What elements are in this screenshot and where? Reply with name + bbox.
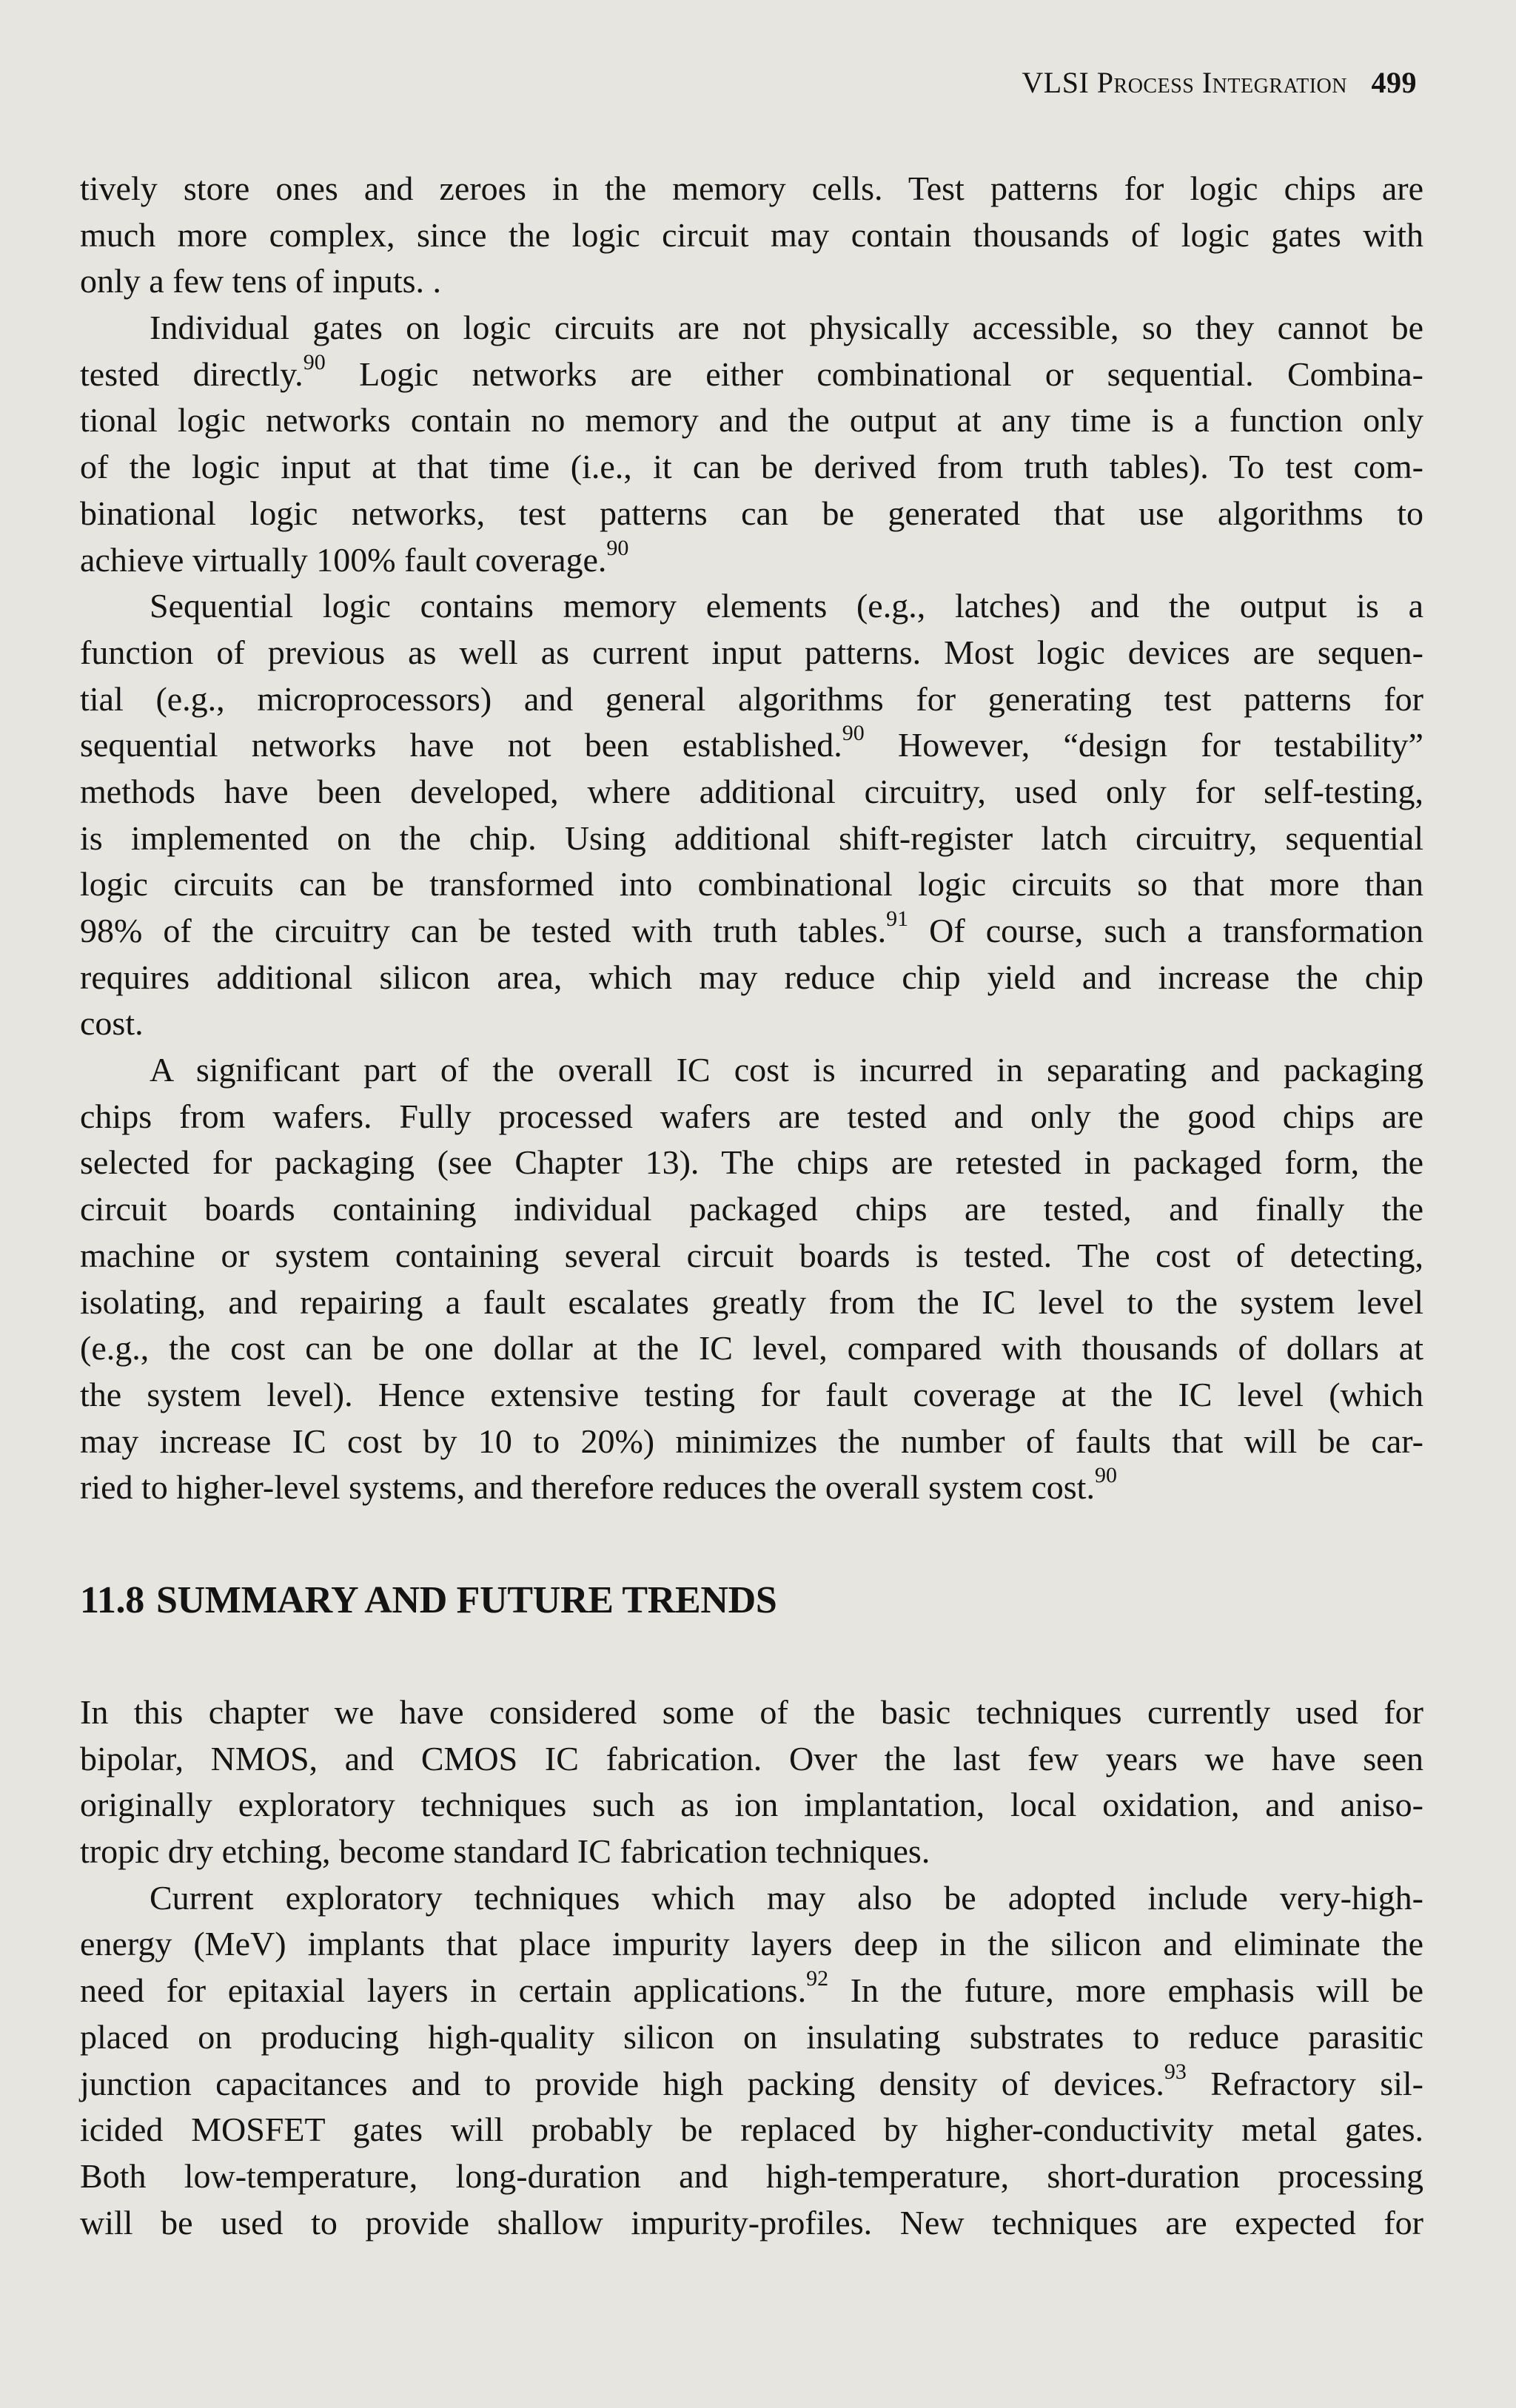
line-text: Of course, such a transformation — [908, 912, 1423, 949]
footnote-reference: 91 — [886, 907, 909, 931]
line-text: 98% of the circuitry can be tested with truth tables. — [80, 912, 887, 949]
line-text: binational logic networks, test patterns can be generated that use algorithms to — [80, 494, 1423, 532]
line-text: icided MOSFET gates will probably be replaced by higher-conductivity metal gates. — [80, 2111, 1423, 2149]
text-line — [80, 769, 1423, 815]
text-line — [80, 1782, 1423, 1829]
footnote-reference: 90 — [303, 349, 326, 374]
line-text: chips from wafers. Fully processed wafers are tested and only the good chips are — [80, 1097, 1423, 1135]
text-line — [80, 1094, 1423, 1140]
line-text: sequential networks have not been established. — [80, 726, 842, 764]
text-line — [80, 676, 1423, 723]
page-number: 499 — [1371, 66, 1417, 99]
text-line — [80, 349, 1423, 398]
text-line — [80, 1140, 1423, 1186]
text-line — [80, 955, 1423, 1001]
body-text-upper — [80, 166, 1423, 1511]
text-line — [80, 258, 1423, 305]
section-heading — [80, 1578, 777, 1622]
text-line — [80, 2061, 1423, 2108]
text-line — [80, 861, 1423, 908]
text-line — [80, 1000, 1423, 1047]
footnote-reference: 90 — [842, 721, 865, 746]
text-line — [80, 2107, 1423, 2153]
line-text: requires additional silicon area, which may reduce chip yield and increase the chip — [80, 958, 1423, 996]
text-line — [80, 2014, 1423, 2061]
line-text: ried to higher-level systems, and therefore reduces the overall system cost. — [80, 1468, 1095, 1507]
line-text: of the logic input at that time (i.e., it can be derived from truth tables). To test com- — [80, 448, 1423, 486]
footnote-reference: 90 — [606, 535, 629, 560]
text-line — [80, 1736, 1423, 1783]
text-line — [80, 630, 1423, 676]
running-header — [1022, 65, 1417, 100]
line-text: A significant part of the overall IC cost is incurred in separating and packaging — [150, 1051, 1423, 1089]
line-text: In the future, more emphasis will be — [828, 1971, 1423, 2010]
text-line — [80, 1186, 1423, 1233]
line-text: circuit boards containing individual packaged chips are tested, and finally the — [80, 1190, 1423, 1228]
line-text: need for epitaxial layers in certain applications. — [80, 1971, 807, 2010]
line-text: bipolar, NMOS, and CMOS IC fabrication. Over the last few years we have seen — [80, 1739, 1423, 1778]
line-text: logic circuits can be transformed into combinational logic circuits so that more than — [80, 865, 1423, 904]
line-text: junction capacitances and to provide high packing density of devices. — [80, 2064, 1164, 2102]
text-line — [80, 305, 1423, 352]
line-text: may increase IC cost by 10 to 20%) minimizes the number of faults that will be car- — [80, 1422, 1423, 1460]
text-line — [80, 397, 1423, 444]
text-line — [80, 1419, 1423, 1465]
footnote-reference: 90 — [1094, 1463, 1117, 1488]
line-text: In this chapter we have considered some of the basic techniques currently used for — [80, 1693, 1423, 1731]
line-text: will be used to provide shallow impurity-profiles. New techniques are expected for — [80, 2203, 1423, 2241]
line-text: cost. — [80, 1004, 144, 1043]
line-text: machine or system containing several circuit boards is tested. The cost of detecting, — [80, 1236, 1423, 1274]
text-line — [80, 2200, 1423, 2247]
line-text: energy (MeV) implants that place impurity layers deep in the silicon and eliminate the — [80, 1925, 1423, 1963]
section-number: 11.8 — [80, 1579, 144, 1621]
line-text: function of previous as well as current input patterns. Most logic devices are sequen- — [80, 633, 1423, 671]
line-text: the system level). Hence extensive testing for fault coverage at the IC level (which — [80, 1375, 1423, 1413]
line-text: Logic networks are either combinational or sequential. Combina- — [325, 354, 1423, 393]
line-text: is implemented on the chip. Using additional shift-register latch circuitry, sequential — [80, 818, 1423, 857]
text-line — [80, 537, 1423, 584]
text-line — [80, 908, 1423, 955]
text-line — [80, 1233, 1423, 1279]
line-text: Both low-temperature, long-duration and high-temperature, short-duration processing — [80, 2156, 1423, 2195]
text-line — [80, 166, 1423, 212]
line-text: achieve virtually 100% fault coverage. — [80, 540, 607, 579]
line-text: Current exploratory techniques which may also be adopted include very-high- — [150, 1878, 1423, 1917]
text-line — [80, 1875, 1423, 1922]
text-line — [80, 1968, 1423, 2014]
text-line — [80, 815, 1423, 862]
line-text: tively store ones and zeroes in the memory cells. Test patterns for logic chips are — [80, 169, 1423, 207]
line-text: isolating, and repairing a fault escalates greatly from the IC level to the system level — [80, 1282, 1423, 1321]
line-text: much more complex, since the logic circuit may contain thousands of logic gates with — [80, 215, 1423, 254]
text-line — [80, 1325, 1423, 1372]
line-text: Sequential logic contains memory elements (e.g., latches) and the output is a — [150, 587, 1423, 625]
line-text: methods have been developed, where additional circuitry, used only for self-testing, — [80, 772, 1423, 810]
line-text: tional logic networks contain no memory and the output at any time is a function only — [80, 401, 1423, 440]
text-line — [80, 1464, 1423, 1511]
body-text-lower — [80, 1689, 1423, 2246]
line-text: placed on producing high-quality silicon on insulating substrates to reduce parasitic — [80, 2017, 1423, 2056]
line-text: only a few tens of inputs. . — [80, 262, 442, 300]
text-line — [80, 1047, 1423, 1094]
line-text: Refractory sil- — [1186, 2064, 1423, 2102]
text-line — [80, 583, 1423, 630]
footnote-reference: 92 — [806, 1966, 829, 1991]
section-title: SUMMARY AND FUTURE TRENDS — [155, 1579, 777, 1621]
line-text: However, “design for testability” — [864, 726, 1423, 764]
text-line — [80, 491, 1423, 537]
footnote-reference: 93 — [1164, 2059, 1187, 2084]
line-text: tested directly. — [80, 354, 303, 393]
line-text: Individual gates on logic circuits are not physically accessible, so they cannot be — [150, 309, 1423, 347]
line-text: selected for packaging (see Chapter 13). The chips are retested in packaged form, the — [80, 1143, 1423, 1182]
line-text: tropic dry etching, become standard IC fabrication techniques. — [80, 1832, 930, 1871]
text-line — [80, 1372, 1423, 1419]
line-text: tial (e.g., microprocessors) and general algorithms for generating test patterns for — [80, 679, 1423, 718]
text-line — [80, 722, 1423, 769]
line-text: (e.g., the cost can be one dollar at the IC level, compared with thousands of dollars at — [80, 1329, 1423, 1368]
line-text: originally exploratory techniques such as ion implantation, local oxidation, and aniso- — [80, 1786, 1423, 1824]
text-line — [80, 1279, 1423, 1326]
text-line — [80, 212, 1423, 259]
running-title: VLSI Process Integration — [1022, 66, 1347, 99]
text-line — [80, 1829, 1423, 1875]
text-line — [80, 1689, 1423, 1736]
text-line — [80, 444, 1423, 491]
text-line — [80, 1921, 1423, 1968]
text-line — [80, 2153, 1423, 2200]
